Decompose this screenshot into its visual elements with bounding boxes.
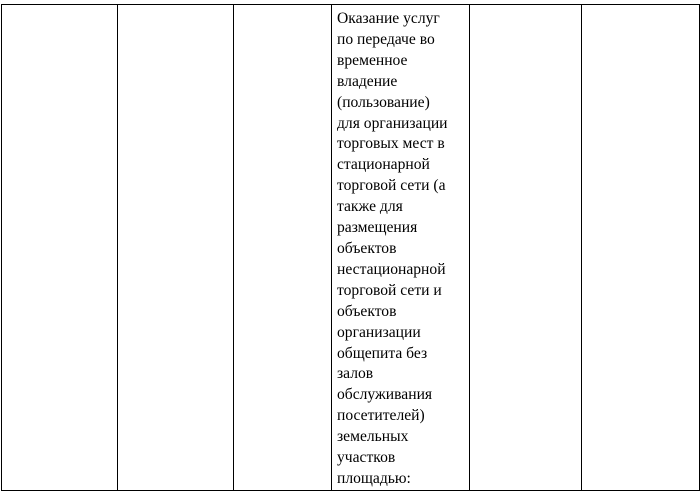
service-description-line: временное bbox=[337, 51, 408, 69]
service-description bbox=[332, 5, 469, 490]
table-cell-col-4 bbox=[332, 5, 470, 491]
service-description-line: площадью: bbox=[337, 469, 411, 487]
service-description-line: владение bbox=[337, 72, 398, 90]
service-description-line: обслуживания bbox=[337, 386, 433, 404]
service-description-line: объектов bbox=[337, 302, 397, 320]
table-cell-col-1 bbox=[2, 5, 118, 491]
service-description-line: торговых мест в bbox=[337, 135, 445, 153]
table-cell-col-5 bbox=[470, 5, 582, 491]
service-description-line: нестационарной bbox=[337, 260, 446, 278]
document-table bbox=[1, 4, 700, 491]
service-description-line: участков bbox=[337, 449, 396, 467]
service-description-line: размещения bbox=[337, 219, 418, 237]
service-description-line: объектов bbox=[337, 239, 397, 257]
service-description-line: земельных bbox=[337, 428, 409, 446]
table-row bbox=[2, 5, 700, 491]
service-description-line: торговой сети и bbox=[337, 281, 442, 299]
table-cell-col-2 bbox=[118, 5, 234, 491]
service-description-line: посетителей) bbox=[337, 407, 425, 425]
service-description-line: по передаче во bbox=[337, 30, 435, 48]
table-cell-col-6 bbox=[582, 5, 700, 491]
service-description-line: (пользование) bbox=[337, 93, 430, 111]
service-description-line: Оказание услуг bbox=[337, 10, 440, 27]
service-description-line: организации bbox=[337, 323, 421, 341]
service-description-line: для организации bbox=[337, 114, 448, 132]
service-description-line: также для bbox=[337, 198, 403, 216]
service-description-line: залов bbox=[337, 365, 374, 383]
service-description-line: торговой сети (а bbox=[337, 177, 446, 195]
table-cell-col-3 bbox=[234, 5, 332, 491]
service-description-line: стационарной bbox=[337, 156, 430, 174]
service-description-line: общепита без bbox=[337, 344, 428, 362]
